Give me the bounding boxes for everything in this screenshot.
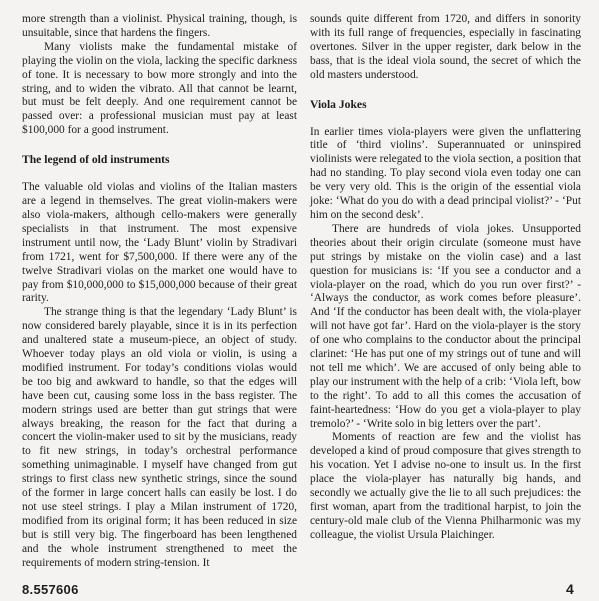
catalog-number: 8.557606 xyxy=(22,582,79,597)
right-column xyxy=(310,13,581,543)
paragraph: sounds quite different from 1720, and differs in sonority with its full range of frequencies, especially in fascinating overtones. Silver in the upper register, dark below in the bass, that is the ideal viola sound, the secret of which the old masters understood. xyxy=(310,13,581,81)
page-number: 4 xyxy=(566,581,574,597)
paragraph: There are hundreds of viola jokes. Unsupported theories about their origin circulate (someone must have put strings by mistake on the violin case) and a last question for musicians is: ‘If you see a conductor and a viola-player on the road, which do you run over first?’ - ‘Always the conductor, as work comes before pleasure’. And ‘If the conductor has been dealt with, the viola-player will not have got far’. Hard on the viola-player is the story of one who complains to the conductor about the principal clarinet: ‘He has put one of my strings out of tune and will not tell me which’. We are accused of only being able to play our instrument with the help of a crib: ‘Viola left, bow to the right’. To add to all this comes the accusation of faint-heartedness: ‘How do you get a viola-player to play tremolo?’ - ‘Write solo in big letters over the part’. xyxy=(310,222,581,430)
paragraph: In earlier times viola-players were given the unflattering title of ‘third violins’. Superannuated or uninspired violinists were relegated to the viola section, a position that had no standing. To play second viola even today one can be very very old. This is the origin of the essential viola joke: ‘What do you do with a dead principal violist?’ - ‘Put him on the second desk’. xyxy=(310,125,581,221)
section-heading: Viola Jokes xyxy=(310,97,367,111)
left-column xyxy=(22,13,297,571)
paragraph: The strange thing is that the legendary ‘Lady Blunt’ is now considered barely playable, since it is in its perfection and unaltered state a museum-piece, an object of study. Whoever today plays an old viola or violin, is using a modified instrument. For today’s conditions violas would be too big and awkward to handle, so that the edges will have been cut, causing some loss in the bass register. The modern strings used are better than gut strings that were always breaking, the reason for the fact that during a concert the violin-maker used to sit by the musicians, ready to fit new strings, in today’s orchestral performance something unimaginable. I myself have changed from gut strings to first class new synthetic strings, since the sound of the former in large concert halls can easily be lost. I do not use steel strings. I play a Milan instrument of 1720, modified from its original form; it has been reduced in size but is still very big. The fingerboard has been lengthened and the whole instrument strengthened to meet the requirements of modern string-tension. It xyxy=(22,306,297,569)
section-heading: The legend of old instruments xyxy=(22,153,170,167)
paragraph: more strength than a violinist. Physical training, though, is unsuitable, since that hardens the fingers. xyxy=(22,13,297,39)
paragraph: The valuable old violas and violins of the Italian masters are a legend in themselves. The great violin-makers were also viola-makers, although cello-makers were generally specialists in that instrument. The most expensive instrument until now, the ‘Lady Blunt’ violin by Stradivari from 1721, went for $7,500,000. If there were any of the twelve Stradivari violas on the market one would have to pay from $10,000,000 to $15,000,000 because of their great rarity. xyxy=(22,181,297,305)
paragraph: Many violists make the fundamental mistake of playing the violin on the viola, lacking the specific darkness of tone. It is necessary to bow more strongly and into the string, and to widen the vibrato. All that cannot be learnt, but must be felt deeply. And one requirement cannot be passed over: a professional musician must pay at least $100,000 for a good instrument. xyxy=(22,40,297,137)
paragraph: Moments of reaction are few and the violist has developed a kind of proud composure that gives strength to his vocation. Yet I advise no-one to insult us. In the first place the viola-player has naturally big hands, and secondly we actually give the lie to all such prejudices: the first woman, apart from the traditional harpist, to join the century-old male club of the Vienna Philharmonic was my colleague, the violist Ursula Plaichinger. xyxy=(310,431,581,541)
